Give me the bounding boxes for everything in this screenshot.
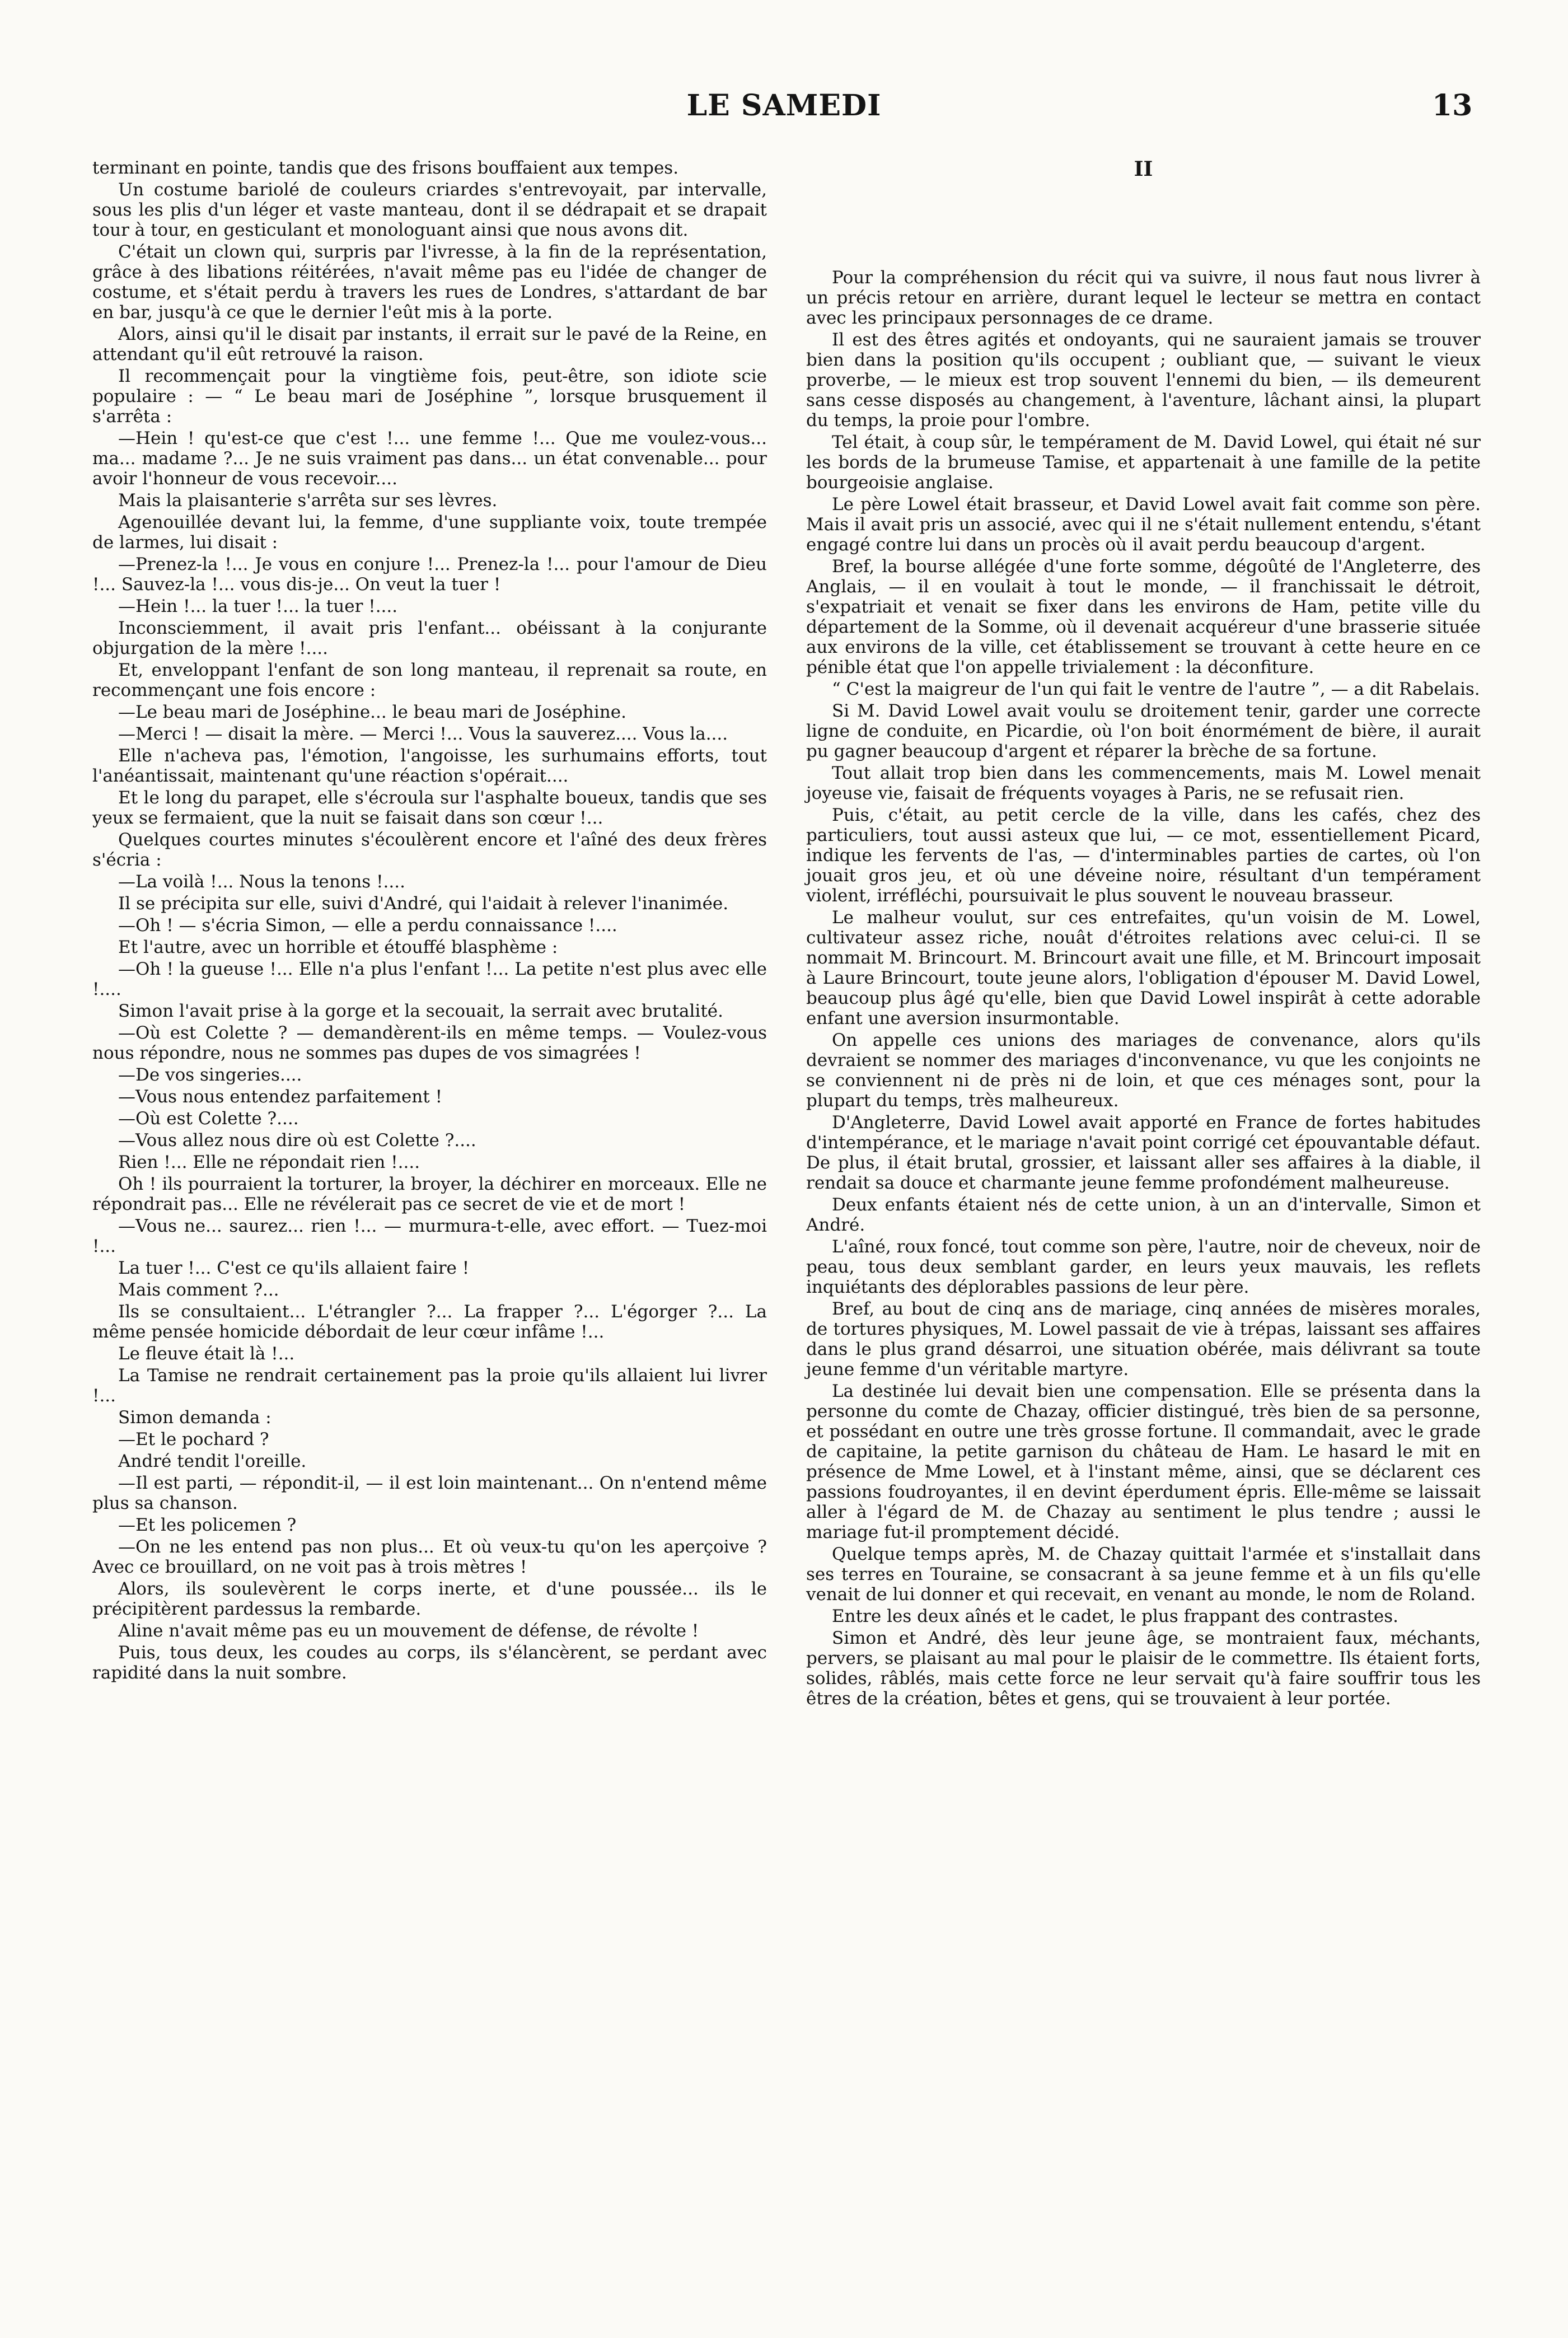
paragraph: —Le beau mari de Joséphine... le beau mari de Joséphine.: [118, 702, 626, 722]
paragraph: —Et les policemen ?: [118, 1515, 297, 1535]
paragraph: Mais comment ?...: [118, 1280, 279, 1300]
paragraph: —Où est Colette ?....: [118, 1109, 299, 1129]
paragraph: Le fleuve était là !...: [118, 1344, 295, 1364]
paragraph: —Oh ! — s'écria Simon, — elle a perdu connaissance !....: [118, 915, 617, 936]
paragraph: —Et le pochard ?: [118, 1429, 269, 1449]
paragraph: Oh ! ils pourraient la torturer, la broyer, la déchirer en morceaux. Elle ne répondrait pas... Elle ne révélerait pas ce secret de vie et de mort !: [92, 1174, 767, 1214]
paragraph: Puis, c'était, au petit cercle de la ville, dans les cafés, chez des particuliers, tout aussi asteux que lui, — ce mot, essentiellement Picard, indique les fervents de l'as, — d'interminables parties de cartes, où l'on jouait gros jeu, et où une déveine noire, résultant d'un tempérament violent, irréfléchi, poursuivait le plus souvent le nouveau brasseur.: [806, 805, 1481, 906]
paragraph: Inconsciemment, il avait pris l'enfant... obéissant à la conjurante objurgation de la mère !....: [92, 618, 767, 658]
paragraph: La Tamise ne rendrait certainement pas la proie qu'ils allaient lui livrer !...: [92, 1366, 767, 1406]
paragraph: terminant en pointe, tandis que des frisons bouffaient aux tempes.: [92, 158, 679, 178]
paragraph: Bref, la bourse allégée d'une forte somme, dégoûté de l'Angleterre, des Anglais, — il en voulait à tout le monde, — il franchissait le détroit, s'expatriait et venait se fixer dans les environs de Ham, petite ville du département de la Somme, où il devenait acquéreur d'une brasserie située aux environs de la ville, cet établissement se trouvant à cette heure en ce pénible état que l'on appelle trivialement : la déconfiture.: [806, 557, 1481, 677]
paragraph: Aline n'avait même pas eu un mouvement de défense, de révolte !: [118, 1621, 699, 1641]
paragraph: La destinée lui devait bien une compensation. Elle se présenta dans la personne du comte de Chazay, officier distingué, très bien de sa personne, et possédant en outre une très grosse fortune. Il commandait, avec le grade de capitaine, la petite garnison du château de Ham. Le hasard le mit en présence de Mme Lowel, et à l'instant même, ainsi, que se déclarent ces passions foudroyantes, il en devint éperdument épris. Elle-même se laissait aller à l'égard de M. de Chazay au sentiment le plus tendre ; aussi le mariage fut-il promptement décidé.: [806, 1381, 1481, 1542]
paragraph: La tuer !... C'est ce qu'ils allaient faire !: [118, 1258, 470, 1278]
paragraph: Et l'autre, avec un horrible et étouffé blasphème :: [118, 937, 558, 957]
paragraph: Il se précipita sur elle, suivi d'André, qui l'aidait à relever l'inanimée.: [118, 894, 729, 914]
paragraph: “ C'est la maigreur de l'un qui fait le ventre de l'autre ”, — a dit Rabelais.: [832, 679, 1480, 699]
paragraph: Il recommençait pour la vingtième fois, peut-être, son idiote scie populaire : — “ Le beau mari de Joséphine ”, lorsque brusquement il s'arrêta :: [92, 366, 767, 427]
paragraph: —De vos singeries....: [118, 1065, 302, 1085]
paragraph: Alors, ainsi qu'il le disait par instants, il errait sur le pavé de la Reine, en attendant qu'il eût retrouvé la raison.: [92, 324, 767, 364]
right-text-column: [806, 158, 1481, 1709]
paragraph: Alors, ils soulevèrent le corps inerte, et d'une poussée... ils le précipitèrent pardessus la rembarde.: [92, 1579, 767, 1619]
paragraph: —Oh ! la gueuse !... Elle n'a plus l'enfant !... La petite n'est plus avec elle !....: [92, 959, 767, 999]
paragraph: Il est des êtres agités et ondoyants, qui ne sauraient jamais se trouver bien dans la position qu'ils occupent ; oubliant que, — suivant le vieux proverbe, — le mieux est trop souvent l'ennemi du bien, — ils demeurent sans cesse disposés au changement, à l'aventure, lâchant ainsi, la plupart du temps, la proie pour l'ombre.: [806, 330, 1481, 431]
paragraph: —Hein !... la tuer !... la tuer !....: [118, 596, 398, 616]
paragraph: Pour la compréhension du récit qui va suivre, il nous faut nous livrer à un précis retour en arrière, durant lequel le lecteur se mettra en contact avec les principaux personnages de ce drame.: [806, 268, 1481, 328]
paragraph: Et, enveloppant l'enfant de son long manteau, il reprenait sa route, en recommençant une fois encore :: [92, 660, 767, 700]
paragraph: —Vous nous entendez parfaitement !: [118, 1087, 443, 1107]
page-number: 13: [1432, 88, 1473, 123]
paragraph: —Où est Colette ? — demandèrent-ils en même temps. — Voulez-vous nous répondre, nous ne sommes pas dupes de vos simagrées !: [92, 1023, 767, 1063]
paragraph: André tendit l'oreille.: [118, 1451, 307, 1471]
paragraph: Rien !... Elle ne répondait rien !....: [118, 1152, 420, 1172]
section-heading: II: [1134, 157, 1153, 181]
paragraph: —La voilà !... Nous la tenons !....: [118, 872, 405, 892]
paragraph: —Prenez-la !... Je vous en conjure !... Prenez-la !... pour l'amour de Dieu !... Sauvez-la !... vous dis-je... On veut la tuer !: [92, 554, 767, 595]
paragraph: Puis, tous deux, les coudes au corps, ils s'élancèrent, se perdant avec rapidité dans la nuit sombre.: [92, 1643, 767, 1683]
paragraph: —On ne les entend pas non plus... Et où veux-tu qu'on les aperçoive ? Avec ce brouillard, on ne voit pas à trois mètres !: [92, 1537, 767, 1577]
paragraph: —Merci ! — disait la mère. — Merci !... Vous la sauverez.... Vous la....: [118, 724, 728, 744]
paragraph: Mais la plaisanterie s'arrêta sur ses lèvres.: [118, 490, 498, 511]
paragraph: Simon demanda :: [118, 1408, 272, 1428]
paragraph: Entre les deux aînés et le cadet, le plus frappant des contrastes.: [832, 1606, 1399, 1626]
paragraph: Simon l'avait prise à la gorge et la secouait, la serrait avec brutalité.: [118, 1001, 723, 1021]
running-title: LE SAMEDI: [686, 88, 882, 123]
left-text-column: [92, 158, 767, 1683]
paragraph: Le malheur voulut, sur ces entrefaites, qu'un voisin de M. Lowel, cultivateur assez riche, nouât d'étroites relations avec celui-ci. Il se nommait M. Brincourt. M. Brincourt avait une fille, et M. Brincourt imposait à Laure Brincourt, toute jeune alors, l'obligation d'épouser M. David Lowel, beaucoup plus âgé qu'elle, bien que David Lowel inspirât à cette adorable enfant une aversion insurmontable.: [806, 908, 1481, 1028]
paragraph: Agenouillée devant lui, la femme, d'une suppliante voix, toute trempée de larmes, lui disait :: [92, 512, 767, 553]
paragraph: Un costume bariolé de couleurs criardes s'entrevoyait, par intervalle, sous les plis d'un léger et vaste manteau, dont il se dédrapait et se drapait tour à tour, en gesticulant et monologuant ainsi que nous avons dit.: [92, 180, 767, 240]
paragraph: —Vous allez nous dire où est Colette ?....: [118, 1130, 476, 1151]
paragraph: —Vous ne... saurez... rien !... — murmura-t-elle, avec effort. — Tuez-moi !...: [92, 1216, 767, 1256]
paragraph: On appelle ces unions des mariages de convenance, alors qu'ils devraient se nommer des mariages d'inconvenance, vu que les conjoints ne se conviennent ni de près ni de loin, et que ces ménages sont, pour la plupart du temps, très malheureux.: [806, 1030, 1481, 1111]
paragraph: Ils se consultaient... L'étrangler ?... La frapper ?... L'égorger ?... La même pensée homicide débordait de leur cœur infâme !...: [92, 1302, 767, 1342]
paragraph: —Il est parti, — répondit-il, — il est loin maintenant... On n'entend même plus sa chanson.: [92, 1473, 767, 1513]
paragraph: Le père Lowel était brasseur, et David Lowel avait fait comme son père. Mais il avait pris un associé, avec qui il ne s'était nullement entendu, s'étant engagé contre lui dans un procès où il avait perdu beaucoup d'argent.: [806, 494, 1481, 555]
paragraph: D'Angleterre, David Lowel avait apporté en France de fortes habitudes d'intempérance, et le mariage n'avait point corrigé cet épouvantable défaut. De plus, il était brutal, grossier, et laissant aller ses affaires à la diable, il rendait sa douce et charmante jeune femme profondément malheureuse.: [806, 1112, 1481, 1193]
paragraph: Si M. David Lowel avait voulu se droitement tenir, garder une correcte ligne de conduite, en Picardie, où l'on boit énormément de bière, il aurait pu gagner beaucoup d'argent et réparer la brèche de sa fortune.: [806, 701, 1481, 761]
paragraph: Et le long du parapet, elle s'écroula sur l'asphalte boueux, tandis que ses yeux se fermaient, que la nuit se faisait dans son cœur !...: [92, 788, 767, 828]
paragraph: L'aîné, roux foncé, tout comme son père, l'autre, noir de cheveux, noir de peau, tous deux semblant garder, en leurs yeux mauvais, les reflets inquiétants des déplorables passions de leur père.: [806, 1237, 1481, 1297]
paragraph: Quelque temps après, M. de Chazay quittait l'armée et s'installait dans ses terres en Touraine, se consacrant à sa jeune femme et à un fils qu'elle venait de lui donner et qui recevait, en venant au monde, le nom de Roland.: [806, 1544, 1481, 1605]
paragraph: Tel était, à coup sûr, le tempérament de M. David Lowel, qui était né sur les bords de la brumeuse Tamise, et appartenait à une famille de la petite bourgeoisie anglaise.: [806, 432, 1481, 493]
paragraph: Tout allait trop bien dans les commencements, mais M. Lowel menait joyeuse vie, faisait de fréquents voyages à Paris, ne se refusait rien.: [806, 763, 1481, 803]
paragraph: Deux enfants étaient nés de cette union, à un an d'intervalle, Simon et André.: [806, 1195, 1481, 1235]
paragraph: —Hein ! qu'est-ce que c'est !... une femme !... Que me voulez-vous... ma... madame ?... Je ne suis vraiment pas dans... un état convenable... pour avoir l'honneur de vous recevoir....: [92, 428, 767, 489]
paragraph: Quelques courtes minutes s'écoulèrent encore et l'aîné des deux frères s'écria :: [92, 830, 767, 870]
paragraph: Bref, au bout de cinq ans de mariage, cinq années de misères morales, de tortures physiques, M. Lowel passait de vie à trépas, laissant ses affaires dans le plus grand désarroi, une situation obérée, mais délivrant sa toute jeune femme d'un véritable martyre.: [806, 1299, 1481, 1380]
paragraph: C'était un clown qui, surpris par l'ivresse, à la fin de la représentation, grâce à des libations réitérées, n'avait même pas eu l'idée de changer de costume, et s'était perdu à travers les rues de Londres, s'attardant de bar en bar, jusqu'à ce que le dernier l'eût mis à la porte.: [92, 242, 767, 322]
paragraph: Elle n'acheva pas, l'émotion, l'angoisse, les surhumains efforts, tout l'anéantissait, maintenant qu'une réaction s'opérait....: [92, 746, 767, 786]
paragraph: Simon et André, dès leur jeune âge, se montraient faux, méchants, pervers, se plaisant au mal pour le plaisir de le commettre. Ils étaient forts, solides, râblés, mais cette force ne leur servait qu'à faire souffrir tous les êtres de la création, bêtes et gens, qui se trouvaient à leur portée.: [806, 1628, 1481, 1709]
